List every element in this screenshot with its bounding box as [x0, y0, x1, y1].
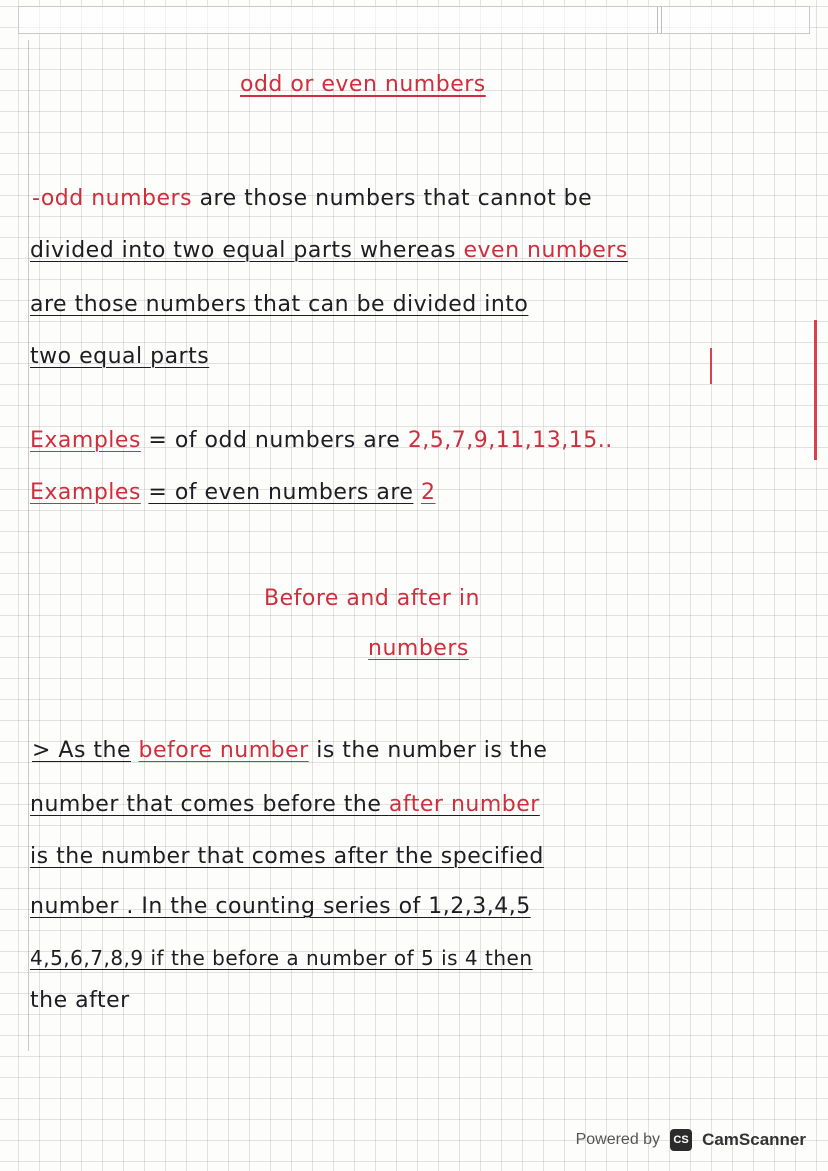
- examples-label: Examples: [30, 480, 141, 505]
- text-line-10: the after: [30, 988, 130, 1013]
- text-line-4: two equal parts: [30, 344, 210, 369]
- odd-examples-values: 2,5,7,9,11,13,15..: [407, 428, 613, 453]
- text-line-5-rest: is the number is the: [316, 738, 548, 763]
- even-examples-values: 2: [420, 480, 436, 505]
- powered-by-label: Powered by: [575, 1131, 661, 1148]
- text-line-8: number . In the counting series of 1,2,3,4,5: [30, 894, 531, 919]
- text-line-6-start: number that comes before the: [30, 792, 382, 817]
- margin-line: [28, 40, 29, 1051]
- section-heading-before-after: Before and after in: [264, 586, 480, 611]
- red-tick-mark: [710, 348, 712, 384]
- text-line-7: is the number that comes after the specified: [30, 844, 544, 869]
- page-title: odd or even numbers: [240, 72, 486, 97]
- text-line-9: 4,5,6,7,8,9 if the before a number of 5 is 4 then: [30, 946, 533, 970]
- camscanner-logo-icon: CS: [670, 1129, 692, 1151]
- before-number-term: before number: [138, 738, 309, 763]
- odd-examples-text: = of odd numbers are: [148, 428, 401, 453]
- text-line-3: are those numbers that can be divided into: [30, 292, 529, 317]
- page-header-strip: [18, 6, 810, 34]
- odd-numbers-term: -odd numbers: [32, 186, 193, 211]
- text-line-2: [30, 238, 628, 263]
- examples-label: Examples: [30, 428, 141, 453]
- even-examples-line: [30, 480, 435, 505]
- section-heading-numbers: numbers: [368, 636, 469, 661]
- text-line-5-start: > As the: [32, 738, 132, 763]
- text-line-1-rest: are those numbers that cannot be: [199, 186, 593, 211]
- odd-examples-line: [30, 428, 613, 453]
- even-numbers-term: even numbers: [463, 238, 628, 263]
- camscanner-brand: CamScanner: [702, 1130, 806, 1149]
- even-examples-text: = of even numbers are: [148, 480, 414, 505]
- text-line-5: [32, 738, 547, 763]
- text-line-1: [32, 186, 592, 211]
- camscanner-watermark: [576, 1126, 806, 1154]
- text-line-2-start: divided into two equal parts whereas: [30, 238, 456, 263]
- red-margin-mark: [814, 320, 817, 460]
- after-number-term: after number: [388, 792, 540, 817]
- text-line-6: [30, 792, 540, 817]
